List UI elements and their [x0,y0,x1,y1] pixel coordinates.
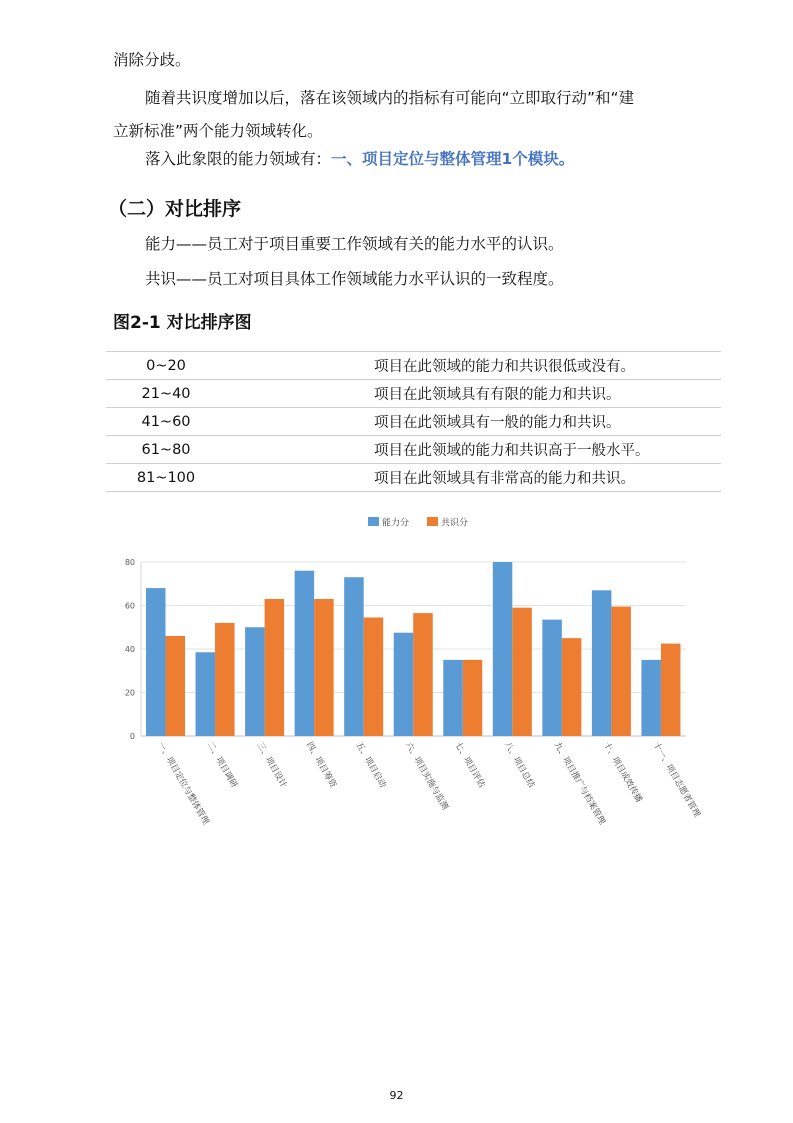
range-cell: 81~100 [106,464,226,492]
table-row [106,464,721,492]
y-tick-label: 80 [124,558,135,567]
range-cell: 0~20 [106,352,226,380]
bar-ability [542,620,562,736]
range-cell: 61~80 [106,436,226,464]
bar-ability [394,633,414,736]
range-table [106,351,721,492]
x-tick-label: 二、项目调研 [204,740,239,790]
x-tick-label: 十、项目成效传播 [601,740,644,805]
page-number: 92 [389,1089,404,1102]
section-heading: （二）对比排序 [108,198,242,220]
description-cell: 项目在此领域具有一般的能力和共识。 [226,408,721,436]
definition-ability: 能力——员工对于项目重要工作领域有关的能力水平的认识。 [145,235,564,253]
legend-label: 能力分 [382,518,410,529]
x-tick-label: 八、项目总结 [501,740,537,790]
range-cell: 41~60 [106,408,226,436]
bar-consensus [314,599,334,736]
x-tick-label: 七、项目评估 [452,740,487,790]
bar-ability [443,660,463,736]
paragraph-2-line-2: 立新标准”两个能力领域转化。 [113,122,323,140]
x-tick-label: 三、项目设计 [254,740,289,790]
paragraph-2-line-1: 随着共识度增加以后，落在该领域内的指标有可能向“立即取行动”和“建 [145,89,635,107]
bar-consensus [512,608,532,736]
bar-consensus [562,638,582,736]
comparison-bar-chart [0,505,793,850]
range-cell: 21~40 [106,380,226,408]
bar-ability [196,652,216,736]
bar-consensus [166,636,186,736]
bar-consensus [265,599,285,736]
x-tick-label: 五、项目启动 [353,740,388,790]
paragraph-1: 消除分歧。 [113,51,191,69]
bar-ability [493,562,513,736]
x-tick-label: 九、项目推广与档案管理 [551,740,607,827]
table-row [106,436,721,464]
figure-title: 图2-1 对比排序图 [113,313,252,333]
legend-label: 共识分 [441,518,469,529]
description-cell: 项目在此领域的能力和共识高于一般水平。 [226,436,721,464]
bar-ability [295,571,315,736]
paragraph-3 [145,148,574,170]
legend-swatch [368,517,379,526]
bar-consensus [463,660,483,736]
bar-ability [245,627,265,736]
y-tick-label: 0 [129,732,135,741]
bar-consensus [215,623,235,736]
y-tick-label: 60 [124,601,135,611]
paragraph-3-prefix: 落入此象限的能力领域有： [145,150,332,168]
y-tick-label: 20 [124,688,135,698]
description-cell: 项目在此领域的能力和共识很低或没有。 [226,352,721,380]
bar-consensus [364,617,384,736]
definition-consensus: 共识——员工对项目具体工作领域能力水平认识的一致程度。 [145,270,564,288]
table-row [106,380,721,408]
x-tick-label: 一、项目定位与整体管理 [155,740,211,827]
table-row [106,408,721,436]
x-tick-label: 十一、项目志愿者管理 [650,740,702,820]
bar-ability [592,590,612,736]
bar-ability [146,588,166,736]
bar-ability [641,660,661,736]
description-cell: 项目在此领域具有有限的能力和共识。 [226,380,721,408]
y-tick-label: 40 [124,645,135,654]
bar-consensus [661,644,681,736]
description-cell: 项目在此领域具有非常高的能力和共识。 [226,464,721,492]
paragraph-3-highlight: 一、项目定位与整体管理1个模块。 [331,150,575,168]
bar-consensus [611,607,631,736]
table-row [106,352,721,380]
legend-swatch [427,517,438,526]
x-tick-label: 六、项目实施与监测 [402,740,450,812]
x-tick-label: 四、项目筹资 [303,740,338,790]
bar-ability [344,577,364,736]
bar-consensus [413,613,433,736]
